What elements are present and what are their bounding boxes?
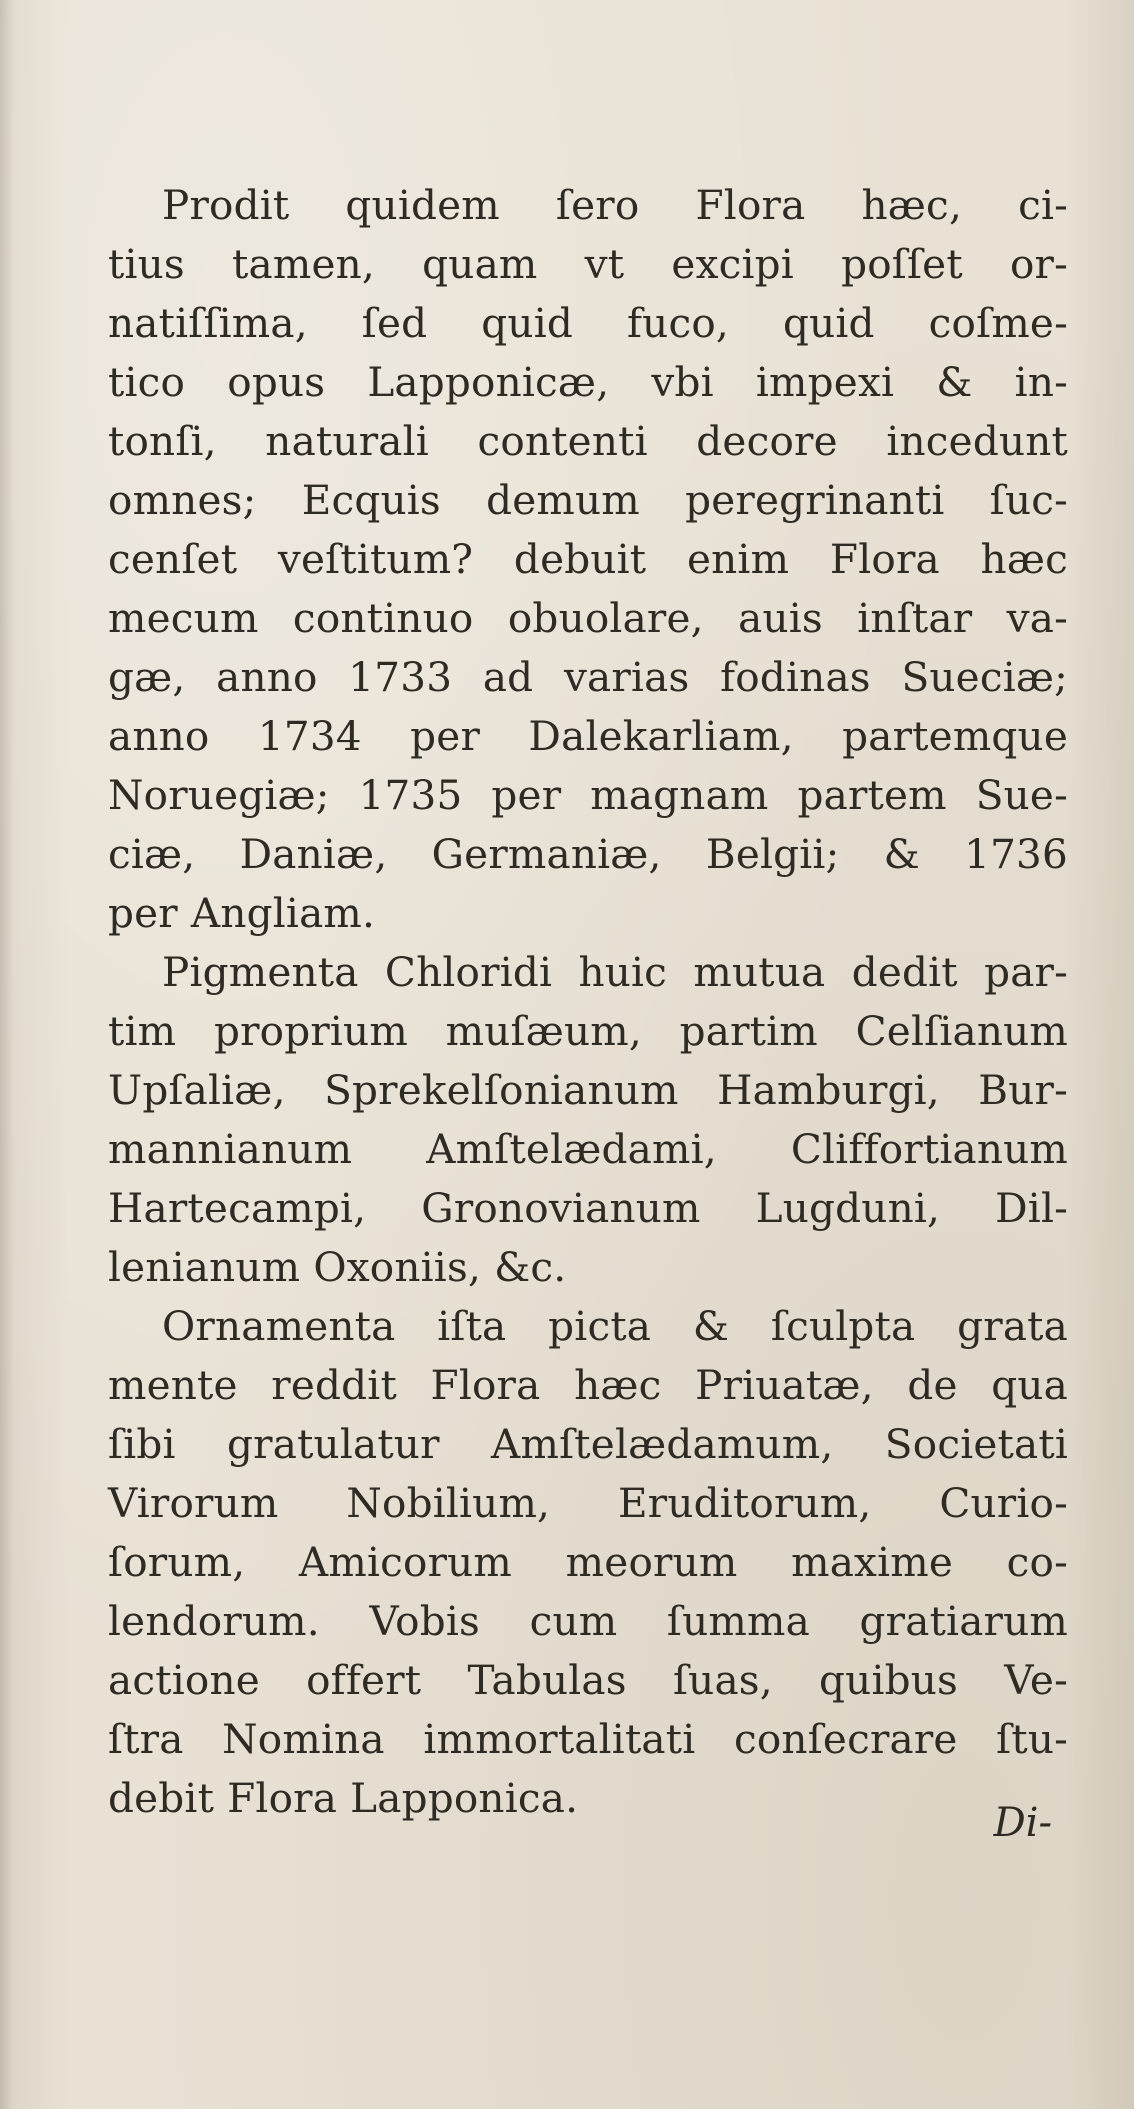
text-line: Hartecampi, Gronovianum Lugduni, Dil- <box>108 1184 1068 1232</box>
text-block <box>108 176 1068 1828</box>
text-line: Pigmenta Chloridi huic mutua dedit par- <box>162 948 1068 996</box>
text-line: mannianum Amſtelædami, Cliffortianum <box>108 1125 1068 1173</box>
text-line: ſorum, Amicorum meorum maxime co- <box>108 1538 1068 1586</box>
text-line: Noruegiæ; 1735 per magnam partem Sue- <box>108 771 1068 819</box>
paragraph-2 <box>108 943 1068 1297</box>
text-line: ciæ, Daniæ, Germaniæ, Belgii; & 1736 <box>108 830 1068 878</box>
text-line: Upſaliæ, Sprekelſonianum Hamburgi, Bur- <box>108 1066 1068 1114</box>
text-line: Virorum Nobilium, Eruditorum, Curio- <box>108 1479 1068 1527</box>
text-line: actione offert Tabulas ſuas, quibus Ve- <box>108 1656 1068 1704</box>
text-line: tim proprium muſæum, partim Celſianum <box>108 1007 1068 1055</box>
paragraph-3 <box>108 1297 1068 1828</box>
text-line: gæ, anno 1733 ad varias fodinas Sueciæ; <box>108 653 1068 701</box>
text-line: omnes; Ecquis demum peregrinanti ſuc- <box>108 476 1068 524</box>
page-gutter-shadow <box>0 0 14 2109</box>
text-line: tico opus Lapponicæ, vbi impexi & in- <box>108 358 1068 406</box>
text-line: cenſet veſtitum? debuit enim Flora hæc <box>108 535 1068 583</box>
text-line: mecum continuo obuolare, auis inſtar va- <box>108 594 1068 642</box>
text-line: lendorum. Vobis cum ſumma gratiarum <box>108 1597 1068 1645</box>
text-line: tonſi, naturali contenti decore incedunt <box>108 417 1068 465</box>
paragraph-1 <box>108 176 1068 943</box>
text-line: ſibi gratulatur Amſtelædamum, Societati <box>108 1420 1068 1468</box>
text-line: debit Flora Lapponica. <box>108 1774 579 1822</box>
text-line: natiſſima, ſed quid fuco, quid coſme- <box>108 299 1068 347</box>
text-line: lenianum Oxoniis, &c. <box>108 1243 567 1291</box>
text-line: Ornamenta iſta picta & ſculpta grata <box>162 1302 1068 1350</box>
text-line: ſtra Nomina immortalitati conſecrare ſtu- <box>108 1715 1068 1763</box>
text-line: per Angliam. <box>108 889 376 937</box>
text-line: Prodit quidem ſero Flora hæc, ci- <box>162 181 1068 229</box>
text-line: anno 1734 per Dalekarliam, partemque <box>108 712 1068 760</box>
catchword: Di- <box>993 1800 1052 1846</box>
text-line: mente reddit Flora hæc Priuatæ, de qua <box>108 1361 1068 1409</box>
text-line: tius tamen, quam vt excipi poſſet or- <box>108 240 1068 288</box>
